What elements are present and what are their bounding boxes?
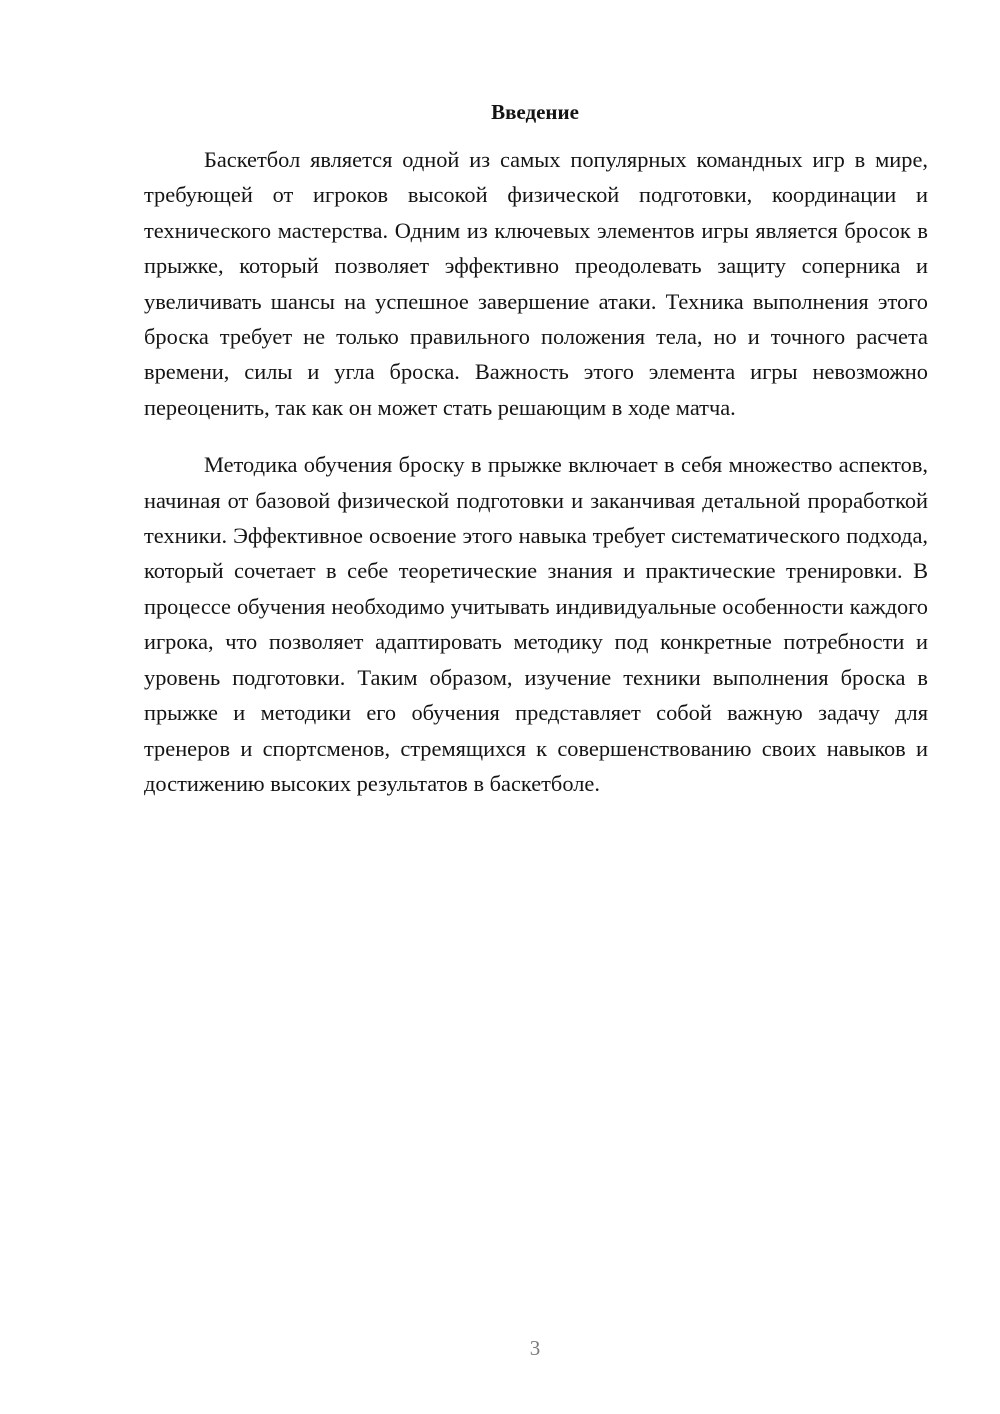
section-title: Введение bbox=[491, 100, 579, 124]
paragraph-1: Баскетбол является одной из самых популярных командных игр в мире, требующей от игроков высокой физической подготовки, координации и технического мастерства. Одним из ключевых элементов игры является бросок в прыжке, который позволяет эффективно преодолевать защиту соперника и увеличивать шансы на успешное завершение атаки. Техника выполнения этого броска требует не только правильного положения тела, но и точного расчета времени, силы и угла броска. Важность этого элемента игры невозможно переоценить, так как он может стать решающим в ходе матча. bbox=[144, 147, 928, 420]
paragraph-2: Методика обучения броску в прыжке включает в себя множество аспектов, начиная от базовой физической подготовки и заканчивая детальной проработкой техники. Эффективное освоение этого навыка требует систематического подхода, который сочетает в себе теоретические знания и практические тренировки. В процессе обучения необходимо учитывать индивидуальные особенности каждого игрока, что позволяет адаптировать методику под конкретные потребности и уровень подготовки. Таким образом, изучение техники выполнения броска в прыжке и методики его обучения представляет собой важную задачу для тренеров и спортсменов, стремящихся к совершенствованию своих навыков и достижению высоких результатов в баскетболе. bbox=[144, 452, 928, 796]
body-text bbox=[144, 142, 928, 823]
page-number: 3 bbox=[529, 1336, 541, 1360]
